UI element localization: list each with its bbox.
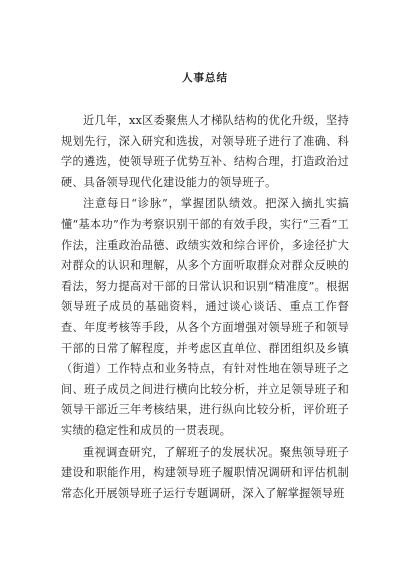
document-title: 人事总结 [182, 72, 228, 84]
paragraph-investigation: 重视调查研究，了解班子的发展状况。聚焦领导班子建设和职能作用，构建领导班子履职情况调研和评估机制常态化开展领导班子运行专题调研，深入了解掌握领导班 [61, 445, 349, 500]
paragraph-daily-diagnosis: 注意每日“诊脉”，掌握团队绩效。把深入摘扎实搞懂“基本功”作为考察识别干部的有效手段，实行“三看”工作法，注重政治品德、政绩实效和综合评价，多途径扩大对群众的认识和理解，从多个方面听取群众对群众反映的看法，努力提高对干部的日常认识和识别“精准度”。根据领导班子成员的基础资料，通过谈心谈话、重点工作督查、年度考核等手段，从各个方面增强对领导班子和领导干部的日常了解程度，并考虑区直单位、群团组织及乡镇（街道）工作特点和业务特点，有针对性地在领导班子之间、班子成员之间进行横向比较分析，并立足领导班子和领导干部近三年考核结果，进行纵向比较分析，评价班子实绩的稳定性和成员的一贯表现。 [61, 197, 349, 437]
paragraph-intro: 近几年，xx区委聚焦人才梯队结构的优化升级，坚持规划先行，深入研究和选拔，对领导班子进行了准确、科学的遴选，使领导班子优势互补、结构合理，打造政治过硬、具备领导现代化建设能力的领导班子。 [61, 114, 349, 189]
